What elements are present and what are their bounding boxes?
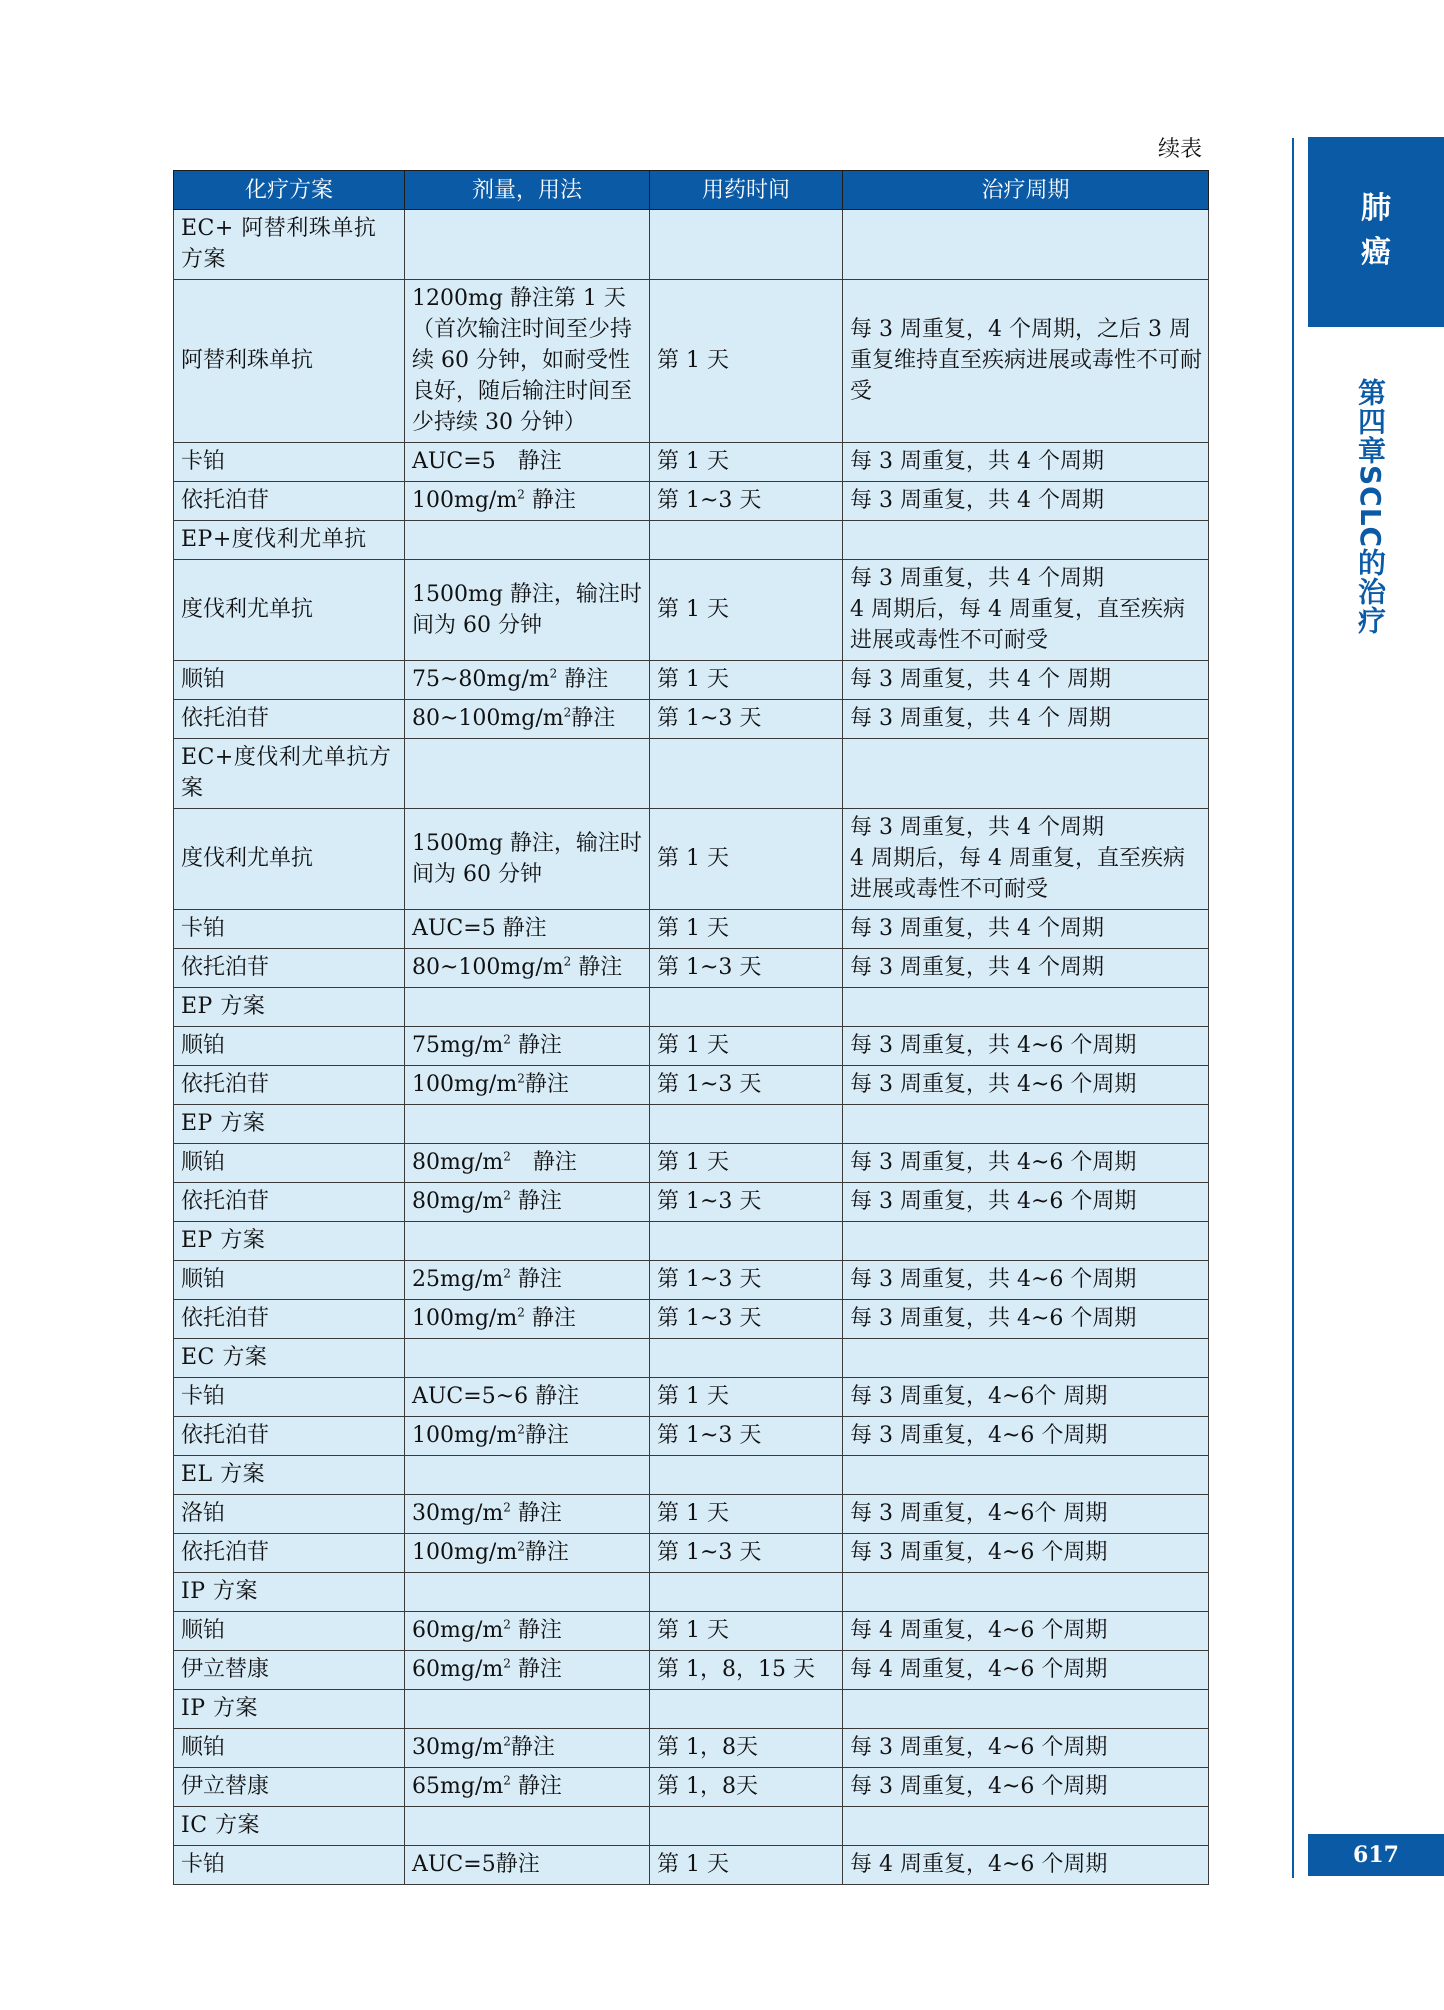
cycle-cell: 每 3 周重复，共 4~6 个周期 — [843, 1027, 1209, 1066]
empty-cell — [843, 739, 1209, 809]
drug-row — [174, 482, 1209, 521]
drug-name-cell: 卡铂 — [174, 1378, 405, 1417]
empty-cell — [650, 1105, 843, 1144]
dose-cell: 1500mg 静注，输注时间为 60 分钟 — [405, 560, 650, 661]
drug-name-cell: 顺铂 — [174, 1027, 405, 1066]
empty-cell — [843, 521, 1209, 560]
cycle-cell: 每 3 周重复，共 4 个周期 — [843, 443, 1209, 482]
empty-cell — [650, 1573, 843, 1612]
dose-cell: $100mg/m^2$ 静注 — [405, 1300, 650, 1339]
drug-name-cell: 依托泊苷 — [174, 949, 405, 988]
margin-rule — [1292, 138, 1294, 1878]
time-cell: 第 1 天 — [650, 910, 843, 949]
dose-cell: $100mg/m^2$静注 — [405, 1417, 650, 1456]
empty-cell — [650, 210, 843, 280]
regimen-group-row — [174, 1222, 1209, 1261]
cycle-cell: 每 3 周重复，共 4 个 周期 — [843, 700, 1209, 739]
empty-cell — [650, 1222, 843, 1261]
regimen-group-row — [174, 210, 1209, 280]
cycle-cell: 每 3 周重复，4~6 个周期 — [843, 1417, 1209, 1456]
time-cell: 第 1 天 — [650, 280, 843, 443]
drug-row — [174, 1066, 1209, 1105]
cycle-cell: 每 3 周重复，4~6 个周期 — [843, 1768, 1209, 1807]
drug-name-cell: 伊立替康 — [174, 1651, 405, 1690]
empty-cell — [650, 988, 843, 1027]
time-cell: 第 1~3 天 — [650, 1261, 843, 1300]
drug-row — [174, 809, 1209, 910]
time-cell: 第 1 天 — [650, 1378, 843, 1417]
empty-cell — [843, 210, 1209, 280]
cycle-cell: 每 3 周重复，共 4 个 周期 — [843, 661, 1209, 700]
regimen-group-row — [174, 1105, 1209, 1144]
empty-cell — [650, 1339, 843, 1378]
empty-cell — [650, 1690, 843, 1729]
chapter-number: 第四章 — [1354, 378, 1387, 465]
drug-row — [174, 1534, 1209, 1573]
empty-cell — [843, 988, 1209, 1027]
header-cycle: 治疗周期 — [843, 171, 1209, 210]
cycle-cell: 每 3 周重复，共 4~6 个周期 — [843, 1300, 1209, 1339]
dose-cell: $25mg/m^2$ 静注 — [405, 1261, 650, 1300]
time-cell: 第 1 天 — [650, 1846, 843, 1885]
empty-cell — [843, 1690, 1209, 1729]
empty-cell — [843, 1573, 1209, 1612]
empty-cell — [843, 1339, 1209, 1378]
drug-name-cell: 度伐利尤单抗 — [174, 809, 405, 910]
regimen-group-row — [174, 988, 1209, 1027]
header-time: 用药时间 — [650, 171, 843, 210]
header-regimen: 化疗方案 — [174, 171, 405, 210]
cycle-cell: 每 3 周重复，共 4~6 个周期 — [843, 1144, 1209, 1183]
drug-name-cell: 顺铂 — [174, 1729, 405, 1768]
dose-cell: $80mg/m^2$ 静注 — [405, 1144, 650, 1183]
continued-table-label: 续表 — [1158, 137, 1203, 162]
drug-name-cell: 顺铂 — [174, 1144, 405, 1183]
empty-cell — [405, 1573, 650, 1612]
dose-cell: $100mg/m^2$静注 — [405, 1534, 650, 1573]
drug-row — [174, 1027, 1209, 1066]
empty-cell — [650, 521, 843, 560]
regimen-group-row — [174, 1339, 1209, 1378]
table-header-row — [174, 171, 1209, 210]
time-cell: 第 1，8天 — [650, 1729, 843, 1768]
drug-name-cell: 依托泊苷 — [174, 1183, 405, 1222]
drug-name-cell: 依托泊苷 — [174, 1300, 405, 1339]
drug-row — [174, 1729, 1209, 1768]
time-cell: 第 1~3 天 — [650, 482, 843, 521]
cycle-cell: 每 3 周重复，共 4 个周期 — [843, 910, 1209, 949]
dose-cell: $60mg/m^2$ 静注 — [405, 1651, 650, 1690]
dose-cell: $100mg/m^2$ 静注 — [405, 482, 650, 521]
time-cell: 第 1~3 天 — [650, 700, 843, 739]
cycle-cell: 每 3 周重复，4~6个 周期 — [843, 1495, 1209, 1534]
drug-row — [174, 949, 1209, 988]
dose-cell: $75mg/m^2$ 静注 — [405, 1027, 650, 1066]
empty-cell — [405, 521, 650, 560]
dose-cell: $80\sim 100mg/m^2$静注 — [405, 700, 650, 739]
regimen-name-cell: EP 方案 — [174, 1222, 405, 1261]
dose-cell: $80\sim 100mg/m^2$ 静注 — [405, 949, 650, 988]
regimen-name-cell: EP 方案 — [174, 1105, 405, 1144]
cycle-cell: 每 4 周重复，4~6 个周期 — [843, 1612, 1209, 1651]
drug-name-cell: 依托泊苷 — [174, 1417, 405, 1456]
drug-name-cell: 顺铂 — [174, 1612, 405, 1651]
drug-name-cell: 卡铂 — [174, 443, 405, 482]
time-cell: 第 1~3 天 — [650, 949, 843, 988]
drug-row — [174, 1651, 1209, 1690]
drug-name-cell: 洛铂 — [174, 1495, 405, 1534]
time-cell: 第 1~3 天 — [650, 1534, 843, 1573]
time-cell: 第 1 天 — [650, 1495, 843, 1534]
regimen-name-cell: IP 方案 — [174, 1573, 405, 1612]
empty-cell — [405, 210, 650, 280]
empty-cell — [405, 988, 650, 1027]
time-cell: 第 1 天 — [650, 1612, 843, 1651]
empty-cell — [405, 1339, 650, 1378]
cycle-cell: 每 4 周重复，4~6 个周期 — [843, 1651, 1209, 1690]
dose-cell: $60mg/m^2$ 静注 — [405, 1612, 650, 1651]
empty-cell — [650, 1807, 843, 1846]
drug-row — [174, 1378, 1209, 1417]
empty-cell — [650, 739, 843, 809]
regimen-name-cell: EC 方案 — [174, 1339, 405, 1378]
time-cell: 第 1 天 — [650, 1027, 843, 1066]
regimen-name-cell: EL 方案 — [174, 1456, 405, 1495]
cycle-cell: 每 3 周重复，共 4~6 个周期 — [843, 1066, 1209, 1105]
regimen-group-row — [174, 1573, 1209, 1612]
book-title-char: 癌 — [1361, 235, 1391, 270]
cycle-cell: 每 3 周重复，4~6 个周期 — [843, 1729, 1209, 1768]
empty-cell — [843, 1807, 1209, 1846]
empty-cell — [405, 1807, 650, 1846]
regimen-name-cell: IP 方案 — [174, 1690, 405, 1729]
time-cell: 第 1~3 天 — [650, 1066, 843, 1105]
empty-cell — [650, 1456, 843, 1495]
drug-row — [174, 1183, 1209, 1222]
drug-name-cell: 依托泊苷 — [174, 482, 405, 521]
time-cell: 第 1~3 天 — [650, 1300, 843, 1339]
cycle-cell: 每 4 周重复，4~6 个周期 — [843, 1846, 1209, 1885]
cycle-cell: 每 3 周重复，共 4~6 个周期 — [843, 1183, 1209, 1222]
drug-row — [174, 700, 1209, 739]
regimen-name-cell: IC 方案 — [174, 1807, 405, 1846]
drug-name-cell: 依托泊苷 — [174, 1534, 405, 1573]
drug-name-cell: 卡铂 — [174, 1846, 405, 1885]
dose-cell: $65mg/m^2$ 静注 — [405, 1768, 650, 1807]
drug-name-cell: 卡铂 — [174, 910, 405, 949]
dose-cell: $75\sim 80mg/m^2$ 静注 — [405, 661, 650, 700]
empty-cell — [405, 1690, 650, 1729]
empty-cell — [843, 1456, 1209, 1495]
time-cell: 第 1 天 — [650, 809, 843, 910]
drug-name-cell: 阿替利珠单抗 — [174, 280, 405, 443]
chapter-heading — [1350, 378, 1390, 635]
chemotherapy-regimen-table — [173, 170, 1209, 1885]
regimen-group-row — [174, 521, 1209, 560]
empty-cell — [843, 1105, 1209, 1144]
cycle-cell: 每 3 周重复，4~6个 周期 — [843, 1378, 1209, 1417]
drug-row — [174, 560, 1209, 661]
regimen-name-cell: EP 方案 — [174, 988, 405, 1027]
drug-name-cell: 依托泊苷 — [174, 1066, 405, 1105]
dose-cell: 1500mg 静注，输注时间为 60 分钟 — [405, 809, 650, 910]
time-cell: 第 1 天 — [650, 443, 843, 482]
dose-cell: $80mg/m^2$ 静注 — [405, 1183, 650, 1222]
cycle-cell: 每 3 周重复，共 4 个周期 4 周期后，每 4 周重复，直至疾病进展或毒性不可耐受 — [843, 809, 1209, 910]
drug-row — [174, 1495, 1209, 1534]
table-body — [174, 210, 1209, 1885]
regimen-name-cell: EC+度伐利尤单抗方案 — [174, 739, 405, 809]
empty-cell — [405, 739, 650, 809]
time-cell: 第 1~3 天 — [650, 1183, 843, 1222]
regimen-group-row — [174, 1807, 1209, 1846]
drug-row — [174, 280, 1209, 443]
drug-row — [174, 910, 1209, 949]
time-cell: 第 1 天 — [650, 661, 843, 700]
regimen-group-row — [174, 1690, 1209, 1729]
chapter-topic: SCLC的治疗 — [1354, 465, 1387, 636]
drug-row — [174, 1417, 1209, 1456]
time-cell: 第 1 天 — [650, 1144, 843, 1183]
cycle-cell: 每 3 周重复，共 4 个周期 4 周期后，每 4 周重复，直至疾病进展或毒性不可耐受 — [843, 560, 1209, 661]
empty-cell — [405, 1456, 650, 1495]
dose-cell: AUC=5静注 — [405, 1846, 650, 1885]
book-title-tab — [1308, 137, 1444, 327]
empty-cell — [405, 1105, 650, 1144]
regimen-group-row — [174, 1456, 1209, 1495]
dose-cell: 1200mg 静注第 1 天（首次输注时间至少持续 60 分钟，如耐受性良好，随后输注时间至少持续 30 分钟） — [405, 280, 650, 443]
empty-cell — [843, 1222, 1209, 1261]
drug-name-cell: 度伐利尤单抗 — [174, 560, 405, 661]
drug-row — [174, 661, 1209, 700]
drug-name-cell: 顺铂 — [174, 1261, 405, 1300]
drug-row — [174, 1846, 1209, 1885]
time-cell: 第 1，8天 — [650, 1768, 843, 1807]
book-title-char: 肺 — [1361, 191, 1391, 226]
dose-cell: $30mg/m^2$静注 — [405, 1729, 650, 1768]
dose-cell: $100mg/m^2$静注 — [405, 1066, 650, 1105]
regimen-group-row — [174, 739, 1209, 809]
time-cell: 第 1~3 天 — [650, 1417, 843, 1456]
dose-cell: AUC=5~6 静注 — [405, 1378, 650, 1417]
regimen-name-cell: EC+ 阿替利珠单抗方案 — [174, 210, 405, 280]
dose-cell: $30mg/m^2$ 静注 — [405, 1495, 650, 1534]
cycle-cell: 每 3 周重复，共 4 个周期 — [843, 482, 1209, 521]
dose-cell: AUC=5 静注 — [405, 443, 650, 482]
empty-cell — [405, 1222, 650, 1261]
cycle-cell: 每 3 周重复，4~6 个周期 — [843, 1534, 1209, 1573]
drug-name-cell: 顺铂 — [174, 661, 405, 700]
drug-name-cell: 依托泊苷 — [174, 700, 405, 739]
time-cell: 第 1，8，15 天 — [650, 1651, 843, 1690]
drug-name-cell: 伊立替康 — [174, 1768, 405, 1807]
drug-row — [174, 443, 1209, 482]
page-number: 617 — [1308, 1834, 1444, 1876]
cycle-cell: 每 3 周重复，4 个周期，之后 3 周重复维持直至疾病进展或毒性不可耐受 — [843, 280, 1209, 443]
header-dose: 剂量，用法 — [405, 171, 650, 210]
time-cell: 第 1 天 — [650, 560, 843, 661]
drug-row — [174, 1261, 1209, 1300]
dose-cell: AUC=5 静注 — [405, 910, 650, 949]
cycle-cell: 每 3 周重复，共 4 个周期 — [843, 949, 1209, 988]
drug-row — [174, 1612, 1209, 1651]
regimen-name-cell: EP+度伐利尤单抗 — [174, 521, 405, 560]
drug-row — [174, 1768, 1209, 1807]
cycle-cell: 每 3 周重复，共 4~6 个周期 — [843, 1261, 1209, 1300]
drug-row — [174, 1144, 1209, 1183]
drug-row — [174, 1300, 1209, 1339]
